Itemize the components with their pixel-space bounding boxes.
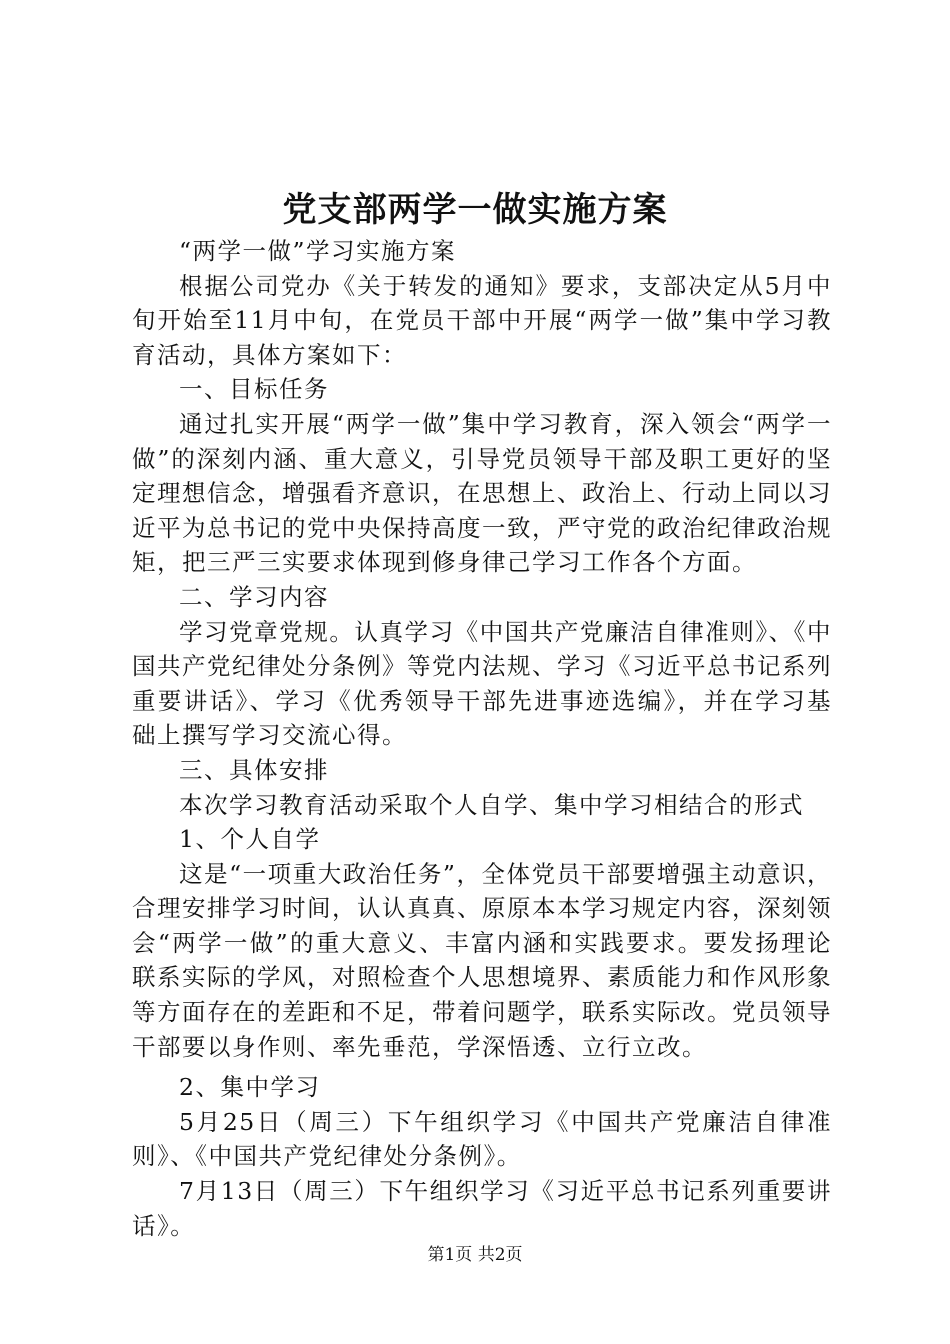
content-paragraph: 学习党章党规。认真学习《中国共产党廉洁自律准则》、《中国共产党纪律处分条例》等党内法规、学习《习近平总书记系列重要讲话》、学习《优秀领导干部先进事迹选编》，并在学习基础上撰写学习交流心得。: [132, 617, 832, 750]
self-study-paragraph: 这是“一项重大政治任务”，全体党员干部要增强主动意识，合理安排学习时间，认认真真、原原本本学习规定内容，深刻领会“两学一做”的重大意义、丰富内涵和实践要求。要发扬理论联系实际的学风，对照检查个人思想境界、素质能力和作风形象等方面存在的差距和不足，带着问题学，联系实际改。党员领导干部要以身作则、率先垂范，学深悟透、立行立改。: [132, 859, 832, 1061]
intro-paragraph: 根据公司党办《关于转发的通知》要求，支部决定从5月中旬开始至11月中旬，在党员干部中开展“两学一做”集中学习教育活动，具体方案如下：: [132, 271, 832, 369]
group-study-item-1: 5月25日（周三）下午组织学习《中国共产党廉洁自律准则》、《中国共产党纪律处分条例》。: [132, 1107, 832, 1171]
document-title: 党支部两学一做实施方案: [282, 190, 668, 230]
subsection-heading-self-study: 1、个人自学: [179, 825, 321, 854]
page-indicator: 第1页 共2页: [427, 1245, 523, 1265]
arrangement-paragraph: 本次学习教育活动采取个人自学、集中学习相结合的形式: [179, 790, 804, 819]
group-study-item-2: 7月13日（周三）下午组织学习《习近平总书记系列重要讲话》。: [132, 1177, 832, 1240]
document-body: [132, 234, 832, 1243]
subtitle-paragraph: “两学一做”学习实施方案: [179, 237, 457, 265]
subsection-heading-group-study: 2、集中学习: [179, 1073, 321, 1102]
section-heading-goals: 一、目标任务: [179, 375, 329, 404]
section-heading-arrangement: 三、具体安排: [179, 755, 329, 784]
goals-paragraph: 通过扎实开展“两学一做”集中学习教育，深入领会“两学一做”的深刻内涵、重大意义，引导党员领导干部及职工更好的坚定理想信念，增强看齐意识，在思想上、政治上、行动上同以习近平为总书记的党中央保持高度一致，严守党的政治纪律政治规矩，把三严三实要求体现到修身律己学习工作各个方面。: [132, 409, 832, 577]
section-heading-content: 二、学习内容: [179, 582, 329, 611]
